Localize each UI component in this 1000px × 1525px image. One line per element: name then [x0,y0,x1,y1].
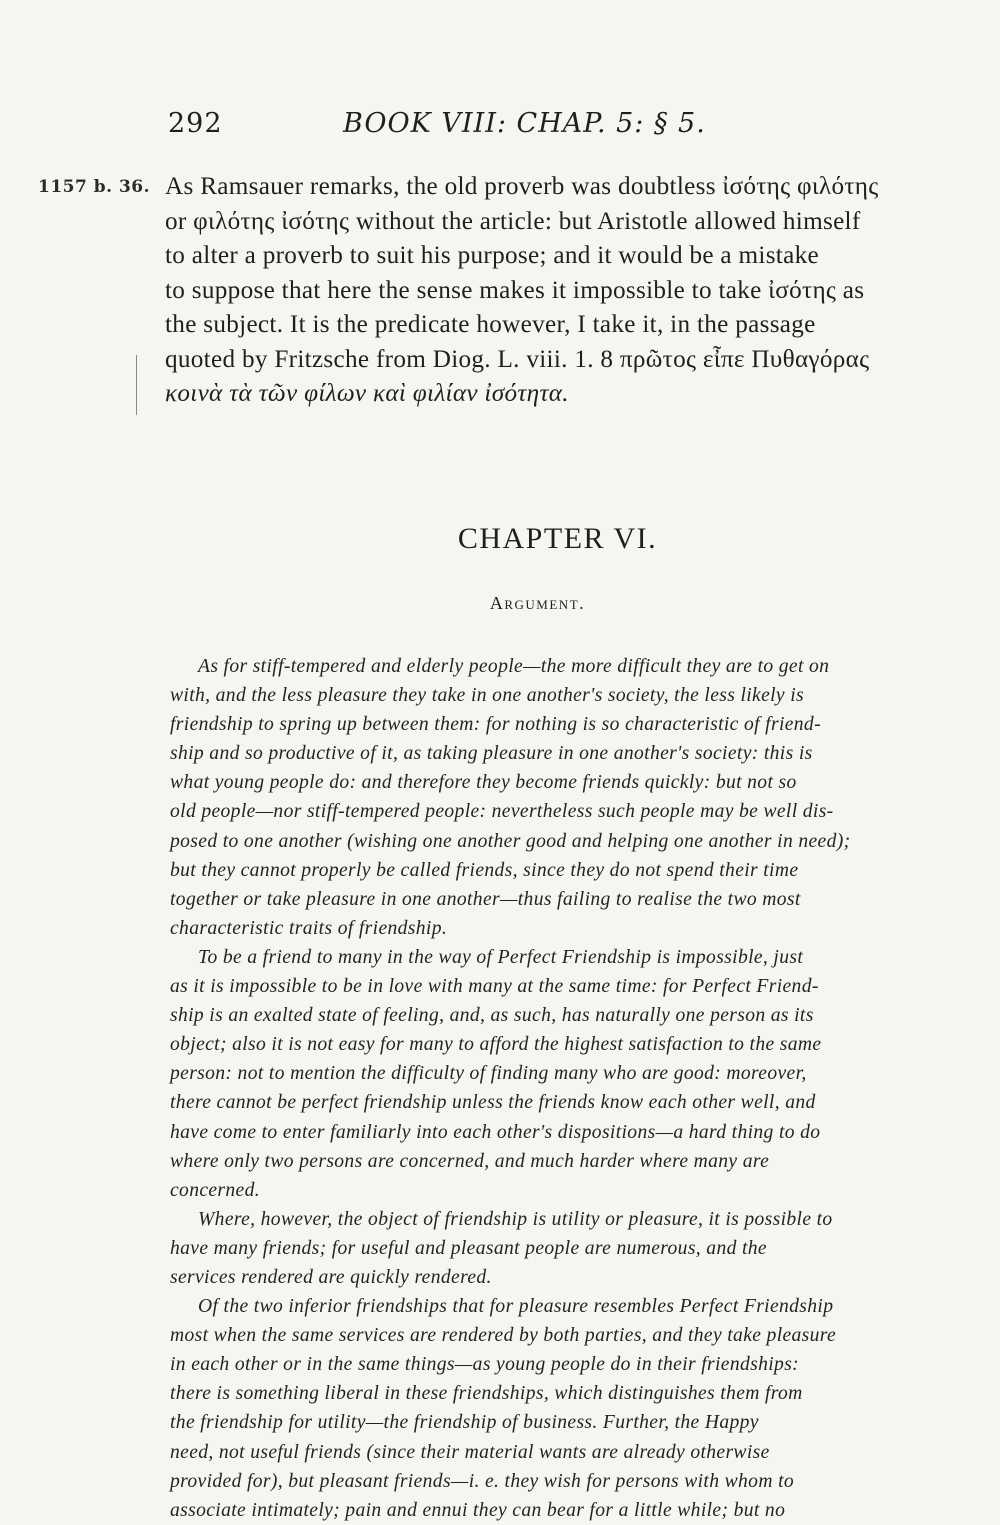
commentary-line: κοινὰ τὰ τῶν φίλων καὶ φιλίαν ἰσότητα. [165,380,569,407]
argument-line: Of the two inferior friendships that for pleasure resembles Perfect Friendship [198,1296,834,1318]
argument-line: as it is impossible to be in love with many at the same time: for Perfect Friend- [170,976,819,998]
running-head [168,108,928,148]
argument-line: but they cannot properly be called friends, since they do not spend their time [170,859,799,881]
argument-line: As for stiff-tempered and elderly people—the more difficult they are to get on [198,656,830,677]
argument-line: the friendship for utility—the friendship of business. Further, the Happy [170,1412,759,1434]
argument-line: where only two persons are concerned, and much harder where many are [170,1150,770,1172]
page-number: 292 [168,108,223,139]
commentary-line: to suppose that here the sense makes it impossible to take ἰσότης as [165,276,865,304]
argument-line: have come to enter familiarly into each other's dispositions—a hard thing to do [170,1121,821,1143]
argument-line: have many friends; for useful and pleasant people are numerous, and the [170,1237,767,1259]
commentary-line: quoted by Fritzsche from Diog. L. viii. 1. 8 πρῶτος εἶπε Πυθαγόρας [165,345,870,373]
argument-text [170,652,940,1525]
argument-line: characteristic traits of friendship. [170,917,448,939]
commentary-line: the subject. It is the predicate however, I take it, in the passage [165,311,816,338]
argument-line: ship and so productive of it, as taking pleasure in one another's society: this is [170,743,813,765]
argument-line: most when the same services are rendered by both parties, and they take pleasure [170,1325,837,1347]
argument-heading: Argument. [489,593,586,613]
argument-line: there cannot be perfect friendship unless the friends know each other well, and [170,1092,816,1114]
commentary-line: to alter a proverb to suit his purpose; and it would be a mistake [165,242,819,269]
commentary-note [165,170,935,412]
chapter-heading: CHAPTER VI. [457,522,658,555]
argument-line: old people—nor stiff-tempered people: nevertheless such people may be well dis- [170,801,834,823]
argument-line: object; also it is not easy for many to afford the highest satisfaction to the same [170,1034,822,1056]
argument-paragraph [170,1205,940,1292]
marginal-reference: 1157 b. 36. [38,177,151,197]
argument-paragraph [170,943,940,1205]
argument-line: friendship to spring up between them: for nothing is so characteristic of friend- [170,714,821,736]
margin-rule [136,355,137,415]
argument-paragraph [170,1292,940,1525]
argument-line: with, and the less pleasure they take in one another's society, the less likely is [170,685,805,707]
argument-line: associate intimately; pain and ennui they can bear for a little while; but no [170,1499,786,1521]
argument-line: there is something liberal in these friendships, which distinguishes them from [170,1383,803,1405]
argument-line: in each other or in the same things—as young people do in their friendships: [170,1354,800,1376]
argument-line: concerned. [170,1179,260,1201]
argument-line: Where, however, the object of friendship is utility or pleasure, it is possible to [198,1208,833,1230]
argument-line: together or take pleasure in one another—thus failing to realise the two most [170,888,801,910]
argument-line: provided for), but pleasant friends—i. e. they wish for persons with whom to [170,1470,795,1492]
argument-line: person: not to mention the difficulty of finding many who are good: moreover, [170,1063,807,1085]
argument-line: services rendered are quickly rendered. [170,1266,492,1288]
commentary-line: or φιλότης ἰσότης without the article: but Aristotle allowed himself [165,207,861,235]
argument-line: posed to one another (wishing one another good and helping one another in need); [170,830,851,852]
argument-line: ship is an exalted state of feeling, and, as such, has naturally one person as its [170,1005,814,1027]
argument-line: To be a friend to many in the way of Perfect Friendship is impossible, just [198,946,804,968]
argument-line: need, not useful friends (since their material wants are already otherwise [170,1441,770,1463]
running-head-title: BOOK VIII: CHAP. 5: § 5. [343,108,706,139]
argument-paragraph [170,652,940,943]
commentary-line: As Ramsauer remarks, the old proverb was doubtless ἰσότης φιλότης [165,173,879,200]
argument-line: what young people do: and therefore they become friends quickly: but not so [170,772,797,794]
